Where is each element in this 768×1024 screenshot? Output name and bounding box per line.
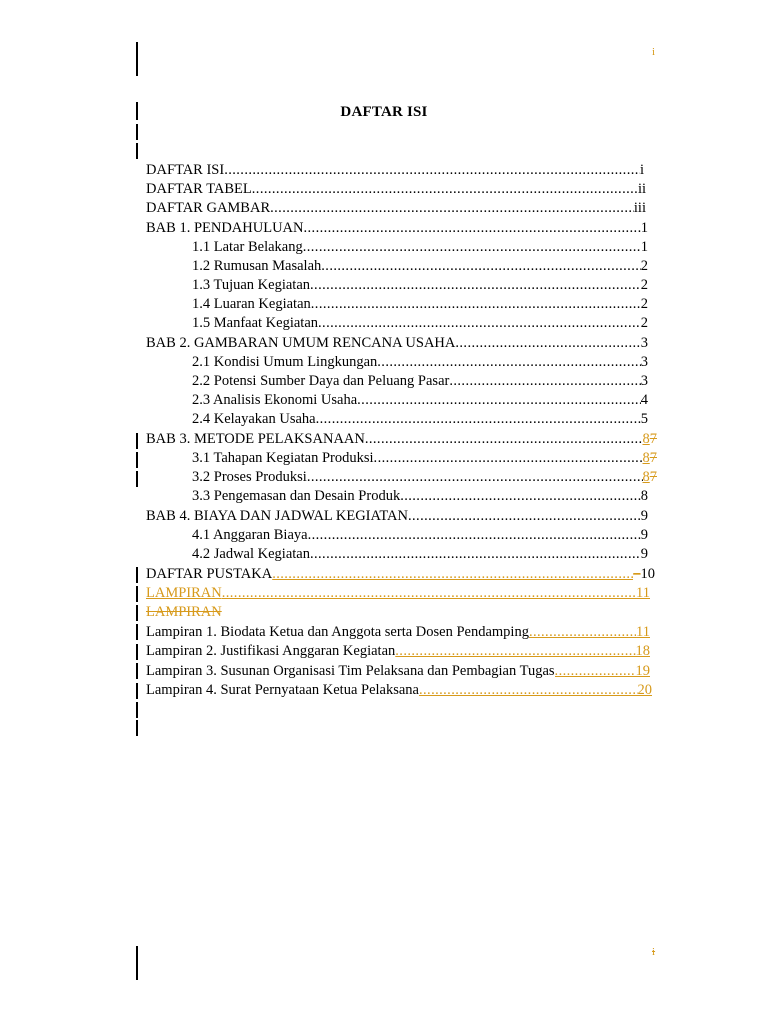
change-bar (136, 702, 138, 718)
toc-entry[interactable]: 2.1 Kondisi Umum Lingkungan ..... 3 (192, 353, 648, 372)
change-bar (136, 471, 138, 487)
toc-entry[interactable]: Lampiran 3. Susunan Organisasi Tim Pelaksana dan Pembagian Tugas ..... 19 (146, 662, 650, 681)
change-bar (136, 586, 138, 602)
toc-entry[interactable]: 3.3 Pengemasan dan Desain Produk ..... 8 (192, 487, 648, 506)
change-bar (136, 644, 138, 660)
change-bar (136, 143, 138, 159)
toc-entry[interactable]: 2.2 Potensi Sumber Daya dan Peluang Pasar ..... 3 (192, 372, 648, 391)
toc-entry-deleted[interactable]: LAMPIRAN (146, 604, 222, 620)
toc-entry[interactable]: DAFTAR TABEL ..... ii (146, 180, 646, 199)
toc-entry[interactable]: 3.1 Tahapan Kegiatan Produksi ..... 8 7 (192, 449, 657, 468)
toc-entry[interactable]: DAFTAR ISI ..... i (146, 161, 644, 180)
toc-entry[interactable]: 2.4 Kelayakan Usaha ..... 5 (192, 410, 648, 429)
toc-entry-inserted[interactable]: LAMPIRAN ..... 11 (146, 584, 650, 603)
change-bar (136, 683, 138, 699)
footer-page-number: i (652, 946, 656, 958)
change-bar (136, 452, 138, 468)
change-bar (136, 663, 138, 679)
toc-entry[interactable]: DAFTAR GAMBAR ..... iii (146, 199, 646, 218)
toc-entry[interactable]: BAB 2. GAMBARAN UMUM RENCANA USAHA ..... 3 (146, 334, 648, 353)
toc-entry[interactable]: 1.5 Manfaat Kegiatan ..... 2 (192, 314, 648, 333)
change-bar (136, 433, 138, 449)
toc-entry[interactable]: Lampiran 2. Justifikasi Anggaran Kegiatan ..... 18 (146, 642, 650, 661)
toc-entry[interactable]: 1.3 Tujuan Kegiatan ..... 2 (192, 276, 648, 295)
change-bar (136, 124, 138, 140)
change-bar (136, 720, 138, 736)
toc-entry[interactable]: 4.1 Anggaran Biaya ..... 9 (192, 526, 648, 545)
toc-entry[interactable]: Lampiran 4. Surat Pernyataan Ketua Pelaksana ..... 20 (146, 681, 652, 700)
toc-entry[interactable]: Lampiran 1. Biodata Ketua dan Anggota serta Dosen Pendamping ..... 11 (146, 623, 650, 642)
toc-entry[interactable]: BAB 3. METODE PELAKSANAAN ..... 8 7 (146, 430, 657, 449)
toc-entry[interactable]: 1.1 Latar Belakang ..... 1 (192, 238, 648, 257)
change-bar (136, 605, 138, 621)
toc-entry[interactable]: BAB 4. BIAYA DAN JADWAL KEGIATAN ..... 9 (146, 507, 648, 526)
page-title: DAFTAR ISI (340, 104, 428, 120)
change-bar (136, 567, 138, 583)
toc-entry[interactable]: 2.3 Analisis Ekonomi Usaha ..... 4 (192, 391, 648, 410)
header-page-number: i (652, 46, 656, 58)
change-bar (136, 624, 138, 640)
change-bar (136, 946, 138, 980)
toc-entry[interactable]: BAB 1. PENDAHULUAN ..... 1 (146, 219, 648, 238)
toc-entry[interactable]: 4.2 Jadwal Kegiatan ..... 9 (192, 545, 648, 564)
toc-entry[interactable]: DAFTAR PUSTAKA ..... – 10 (146, 565, 655, 584)
change-bar (136, 42, 138, 76)
toc-entry[interactable]: 1.4 Luaran Kegiatan ..... 2 (192, 295, 648, 314)
toc-entry[interactable]: 3.2 Proses Produksi ..... 8 7 (192, 468, 657, 487)
toc-entry[interactable]: 1.2 Rumusan Masalah ..... 2 (192, 257, 648, 276)
